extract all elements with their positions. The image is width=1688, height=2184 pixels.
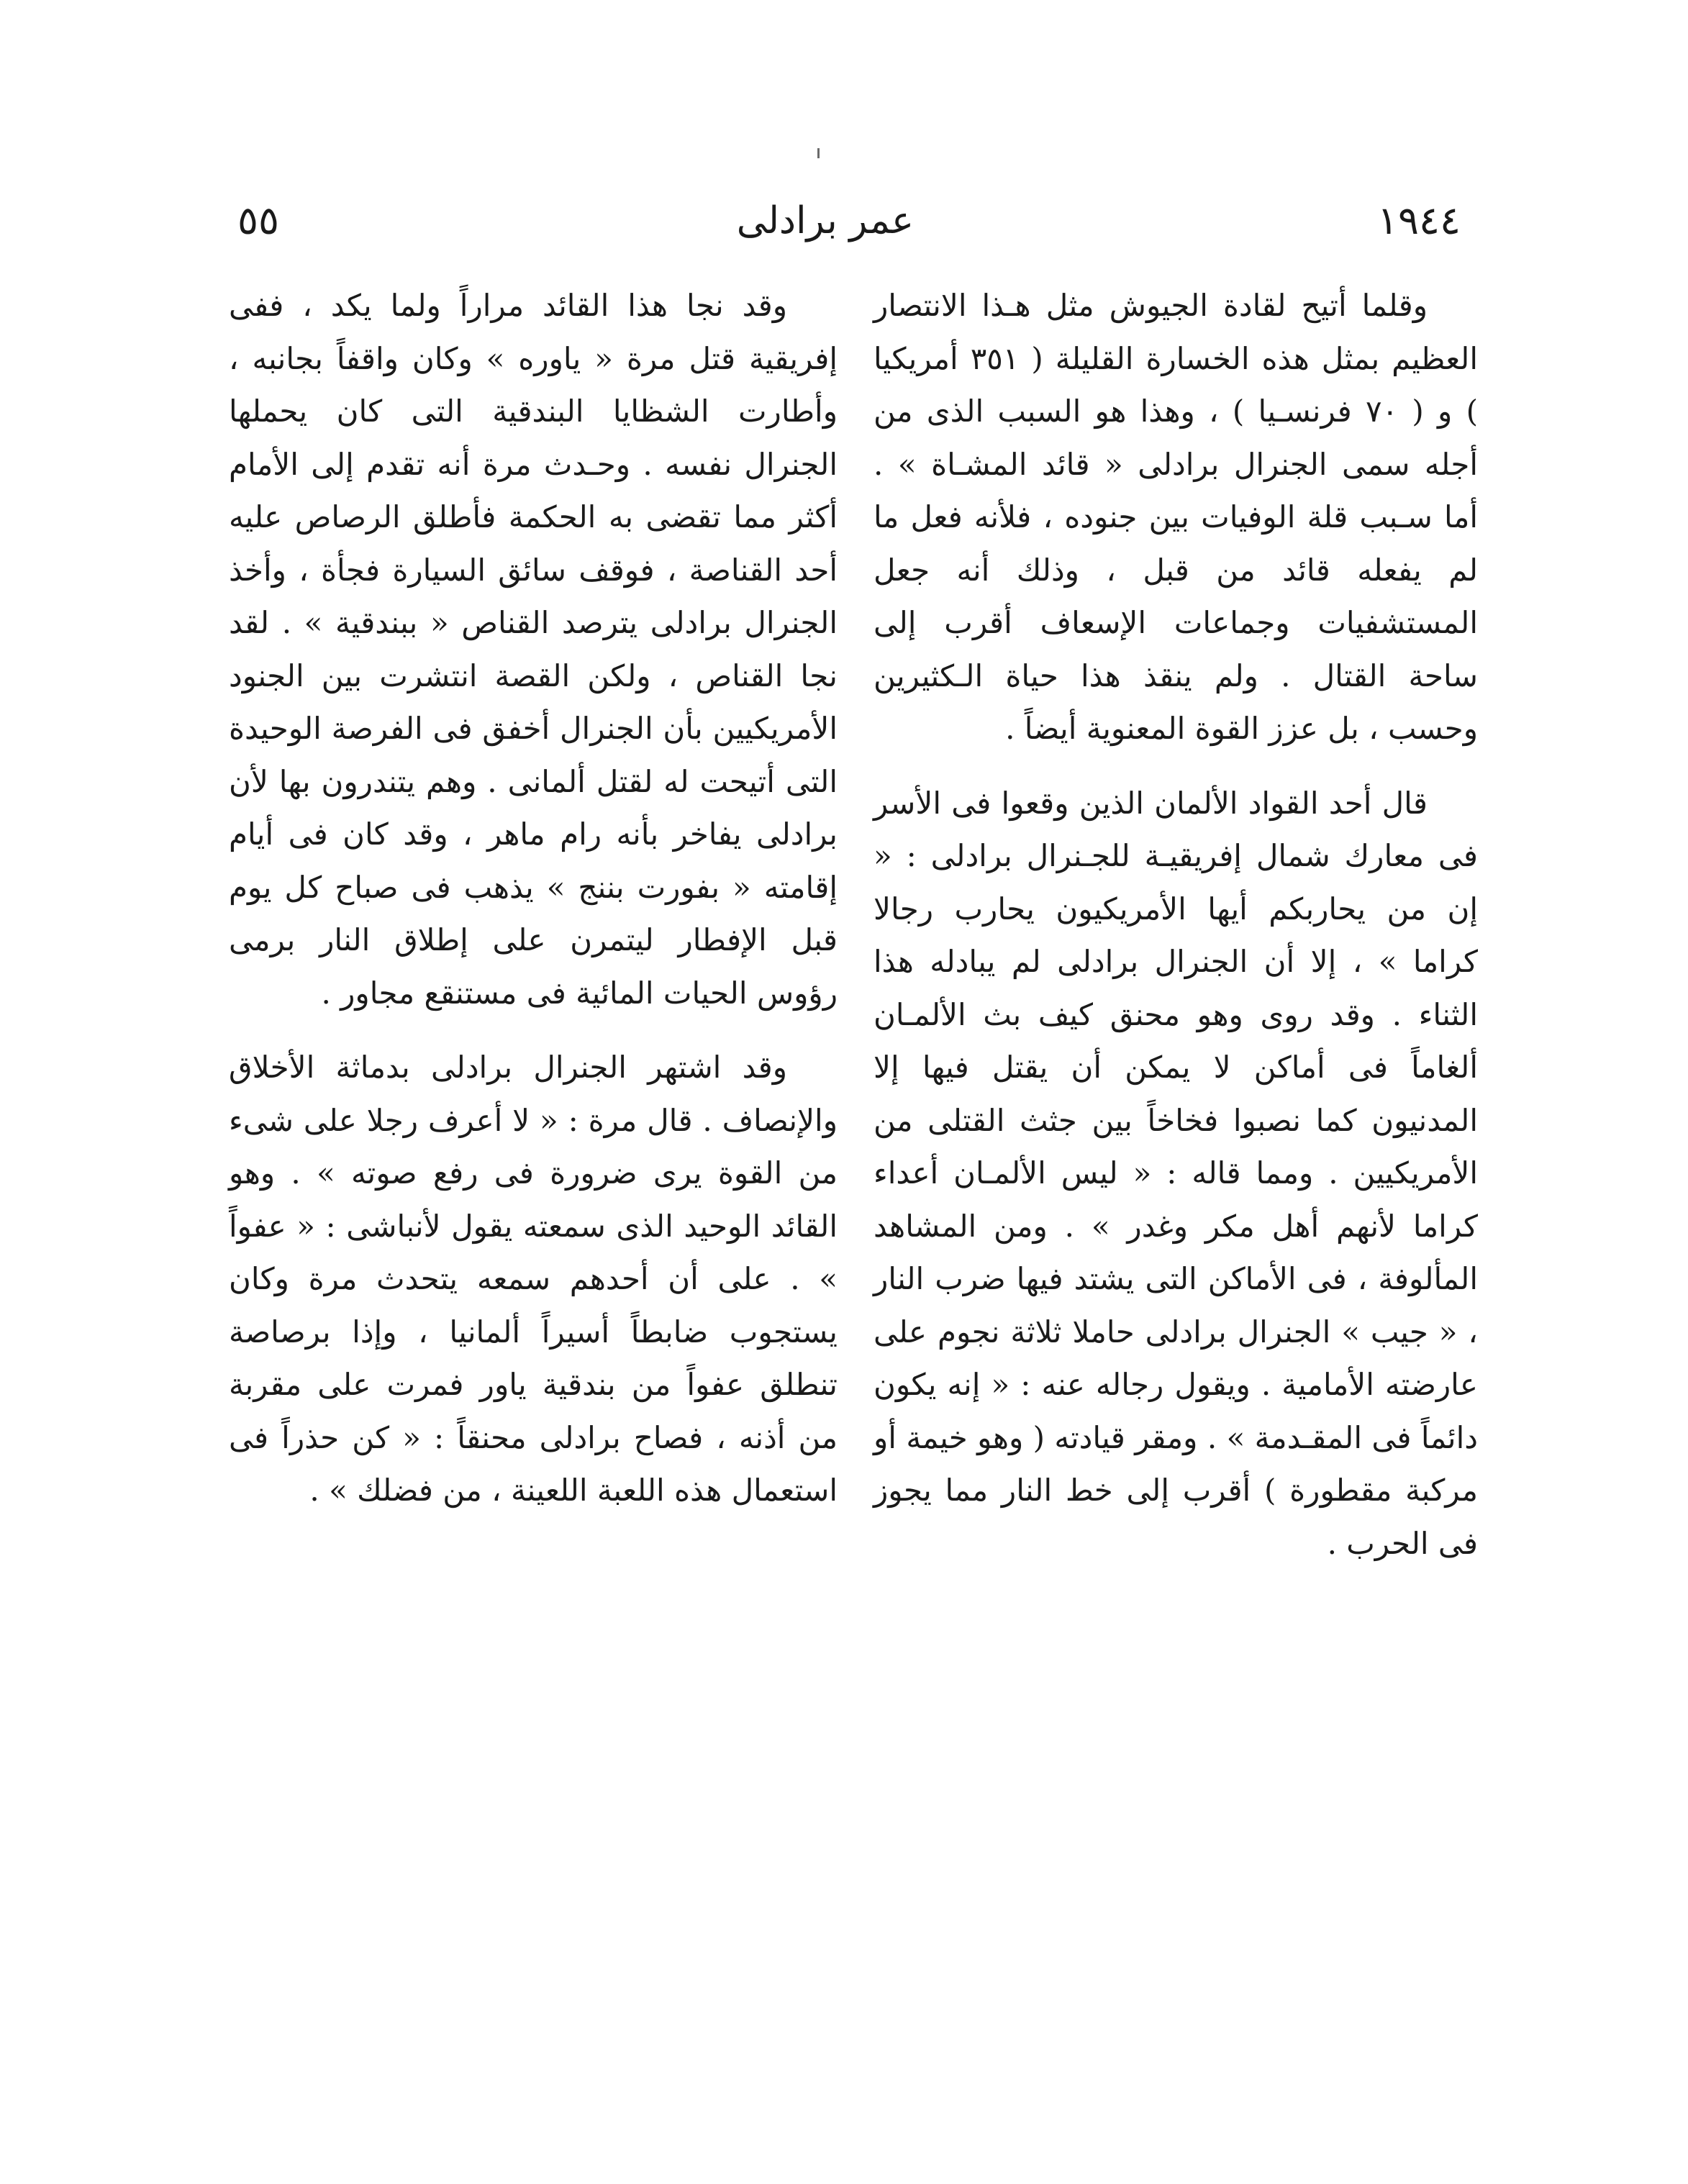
right-text-column [874, 279, 1478, 1570]
paragraph: وقد اشتهر الجنرال برادلى بدماثة الأخلاق والإنصاف . قال مرة : « لا أعرف رجلا على شىء من القوة يرى ضرورة فى رفع صوته » . وهو القائد الوحيد الذى سمعته يقول لأنباشى : « عفواً » . على أن أحدهم سمعه يتحدث مرة وكان يستجوب ضابطاً أسيراً ألمانيا ، وإذا برصاصة تنطلق عفواً من بندقية ياور فمرت على مقربة من أذنه ، فصاح برادلى محنقاً : « كن حذراً فى استعمال هذه اللعبة اللعينة ، من فضلك » . [229, 1050, 838, 1508]
header-year: ١٩٤٤ [1376, 198, 1461, 243]
page-number: ٥٥ [237, 198, 280, 243]
paragraph: وقلما أتيح لقادة الجيوش مثل هـذا الانتصار العظيم بمثل هذه الخسارة القليلة ( ٣٥١ أمريكيا ) و ( ٧٠ فرنسـيا ) ، وهذا هو السبب الذى من أجله سمى الجنرال برادلى « قائد المشـاة » . أما سـبب قلة الوفيات بين جنوده ، فلأنه فعل ما لم يفعله قائد من قبل ، وذلك أنه جعل المستشفيات وجماعات الإسعاف أقرب إلى ساحة القتال . ولم ينقذ هذا حياة الـكثيرين وحسب ، بل عزز القوة المعنوية أيضاً . [874, 288, 1478, 746]
running-header [237, 188, 1461, 253]
paragraph: قال أحد القواد الألمان الذين وقعوا فى الأسر فى معارك شمال إفريقيـة للجـنرال برادلى : « إن من يحاربكم أيها الأمريكيون يحارب رجالا كراما » ، إلا أن الجنرال برادلى لم يبادله هذا الثناء . وقد روى وهو محنق كيف بث الألمـان ألغاماً فى أماكن لا يمكن أن يقتل فيها إلا المدنيون كما نصبوا فخاخاً بين جثث القتلى من الأمريكيين . ومما قاله : « ليس الألمـان أعداء كراما لأنهم أهل مكر وغدر » . ومن المشاهد المألوفة ، فى الأماكن التى يشتد فيها ضرب النار ، « جيب » الجنرال برادلى حاملا ثلاثة نجوم على عارضته الأمامية . ويقول رجاله عنه : « إنه يكون دائماً فى المقـدمة » . ومقر قيادته ( وهو خيمة أو مركبة مقطورة ) أقرب إلى خط النار مما يجوز فى الحرب . [874, 785, 1478, 1561]
scan-speck [817, 148, 820, 158]
paragraph-gap [874, 755, 1478, 777]
paragraph: وقد نجا هذا القائد مراراً ولما يكد ، ففى إفريقية قتل مرة « ياوره » وكان واقفاً بجانبه ، وأطارت الشظايا البندقية التى كان يحملها الجنرال نفسه . وحـدث مرة أنه تقدم إلى الأمام أكثر مما تقضى به الحكمة فأطلق الرصاص عليه أحد القناصة ، فوقف سائق السيارة فجأة ، وأخذ الجنرال برادلى يترصد القناص « ببندقية » . لقد نجا القناص ، ولكن القصة انتشرت بين الجنود الأمريكيين بأن الجنرال أخفق فى الفرصة الوحيدة التى أتيحت له لقتل ألمانى . وهم يتندرون بها لأن برادلى يفاخر بأنه رام ماهر ، وقد كان فى أيام إقامته « بفورت بننج » يذهب فى صباح كل يوم قبل الإفطار ليتمرن على إطلاق النار برمى رؤوس الحيات المائية فى مستنقع مجاور . [229, 288, 838, 1011]
paragraph-gap [229, 1019, 838, 1041]
header-title: عمر برادلى [736, 199, 914, 242]
left-text-column [229, 279, 838, 1517]
